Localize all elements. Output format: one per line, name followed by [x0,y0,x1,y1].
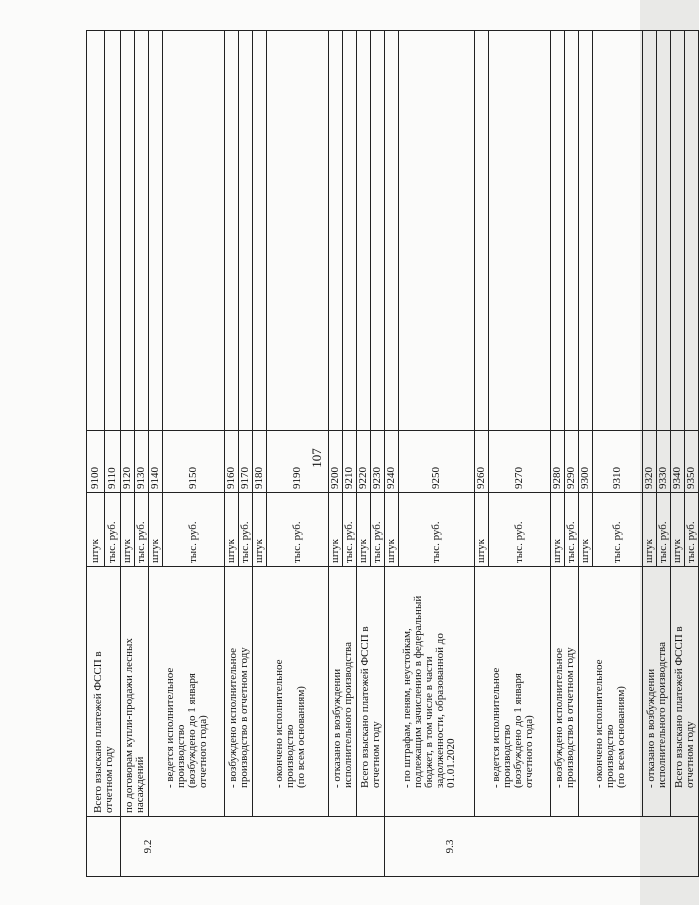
table-row [357,31,371,877]
indicator-name: по договорам купли-продажи лесных насаждений [121,567,149,817]
line-code: 9190 [267,431,329,493]
table-row [579,31,593,877]
unit-cell: тыс. руб. [135,493,149,567]
line-code: 9220 [357,431,371,493]
indicator-name: - окончено исполнительное производство (по всем основаниям) [579,567,643,817]
unit-cell: тыс. руб. [267,493,329,567]
value-cell [135,31,149,431]
value-cell [385,31,399,431]
line-code: 9340 [671,431,685,493]
line-code: 9130 [135,431,149,493]
line-code: 9310 [593,431,643,493]
table-row [385,31,399,877]
indicator-name: Всего взыскано платежей ФССП в отчетном году [357,567,385,817]
indicator-name: Всего взыскано платежей ФССП в отчетном году [671,567,699,817]
value-cell [121,31,135,431]
unit-cell: штук [225,493,239,567]
value-cell [489,31,551,431]
unit-cell: тыс. руб. [489,493,551,567]
data-table [86,30,699,877]
row-number [87,817,121,877]
line-code: 9250 [399,431,475,493]
indicator-name: - окончено исполнительное производство (по всем основаниям) [253,567,329,817]
unit-cell: штук [329,493,343,567]
indicator-name: Всего взыскано платежей ФССП в отчетном году [87,567,121,817]
value-cell [253,31,267,431]
rotated-table-container [86,31,697,877]
unit-cell: штук [579,493,593,567]
unit-cell: тыс. руб. [685,493,699,567]
line-code: 9180 [253,431,267,493]
value-cell [685,31,699,431]
unit-cell: штук [87,493,105,567]
table-row [87,31,105,877]
value-cell [329,31,343,431]
value-cell [551,31,565,431]
unit-cell: штук [475,493,489,567]
value-cell [225,31,239,431]
line-code: 9280 [551,431,565,493]
table-row [329,31,343,877]
line-code: 9270 [489,431,551,493]
indicator-name: - по штрафам, пеням, неустойкам, подлежащим зачислению в федеральный бюджет, в том числе в части задолженности, образованной до 01.01.2020 [385,567,475,817]
table-row [225,31,239,877]
value-cell [357,31,371,431]
value-cell [565,31,579,431]
value-cell [579,31,593,431]
value-cell [593,31,643,431]
line-code: 9100 [87,431,105,493]
line-code: 9330 [657,431,671,493]
value-cell [239,31,253,431]
line-code: 9110 [105,431,121,493]
line-code: 9300 [579,431,593,493]
value-cell [643,31,657,431]
indicator-name: - отказано в возбуждении исполнительного производства [643,567,671,817]
unit-cell: штук [357,493,371,567]
unit-cell: тыс. руб. [593,493,643,567]
indicator-name: - возбуждено исполнительное производство в отчетном году [225,567,253,817]
unit-cell: тыс. руб. [343,493,357,567]
indicator-name: - ведется исполнительное производство (возбуждено до 1 января отчетного года) [475,567,551,817]
line-code: 9170 [239,431,253,493]
line-code: 9120 [121,431,135,493]
value-cell [657,31,671,431]
unit-cell: штук [551,493,565,567]
value-cell [87,31,105,431]
row-number: 9.3 [385,817,699,877]
table-row [551,31,565,877]
table-row [121,31,135,877]
line-code: 9290 [565,431,579,493]
value-cell [343,31,357,431]
unit-cell: тыс. руб. [105,493,121,567]
line-code: 9160 [225,431,239,493]
unit-cell: тыс. руб. [399,493,475,567]
table-row [671,31,685,877]
unit-cell: тыс. руб. [163,493,225,567]
indicator-name: - ведется исполнительное производство (возбуждено до 1 января отчетного года) [149,567,225,817]
line-code: 9200 [329,431,343,493]
unit-cell: штук [385,493,399,567]
value-cell [475,31,489,431]
line-code: 9240 [385,431,399,493]
line-code: 9140 [149,431,163,493]
unit-cell: штук [149,493,163,567]
table-row [643,31,657,877]
unit-cell: штук [643,493,657,567]
value-cell [163,31,225,431]
unit-cell: штук [121,493,135,567]
value-cell [371,31,385,431]
indicator-name: - возбуждено исполнительное производство в отчетном году [551,567,579,817]
value-cell [671,31,685,431]
unit-cell: тыс. руб. [239,493,253,567]
unit-cell: штук [671,493,685,567]
unit-cell: штук [253,493,267,567]
table-row [475,31,489,877]
page-number: 107 [309,448,324,468]
row-number: 9.2 [121,817,385,877]
line-code: 9350 [685,431,699,493]
unit-cell: тыс. руб. [565,493,579,567]
value-cell [149,31,163,431]
table-row [149,31,163,877]
line-code: 9210 [343,431,357,493]
line-code: 9260 [475,431,489,493]
value-cell [399,31,475,431]
indicator-name: - отказано в возбуждении исполнительного производства [329,567,357,817]
unit-cell: тыс. руб. [371,493,385,567]
value-cell [267,31,329,431]
line-code: 9150 [163,431,225,493]
line-code: 9320 [643,431,657,493]
table-row [253,31,267,877]
unit-cell: тыс. руб. [657,493,671,567]
value-cell [105,31,121,431]
line-code: 9230 [371,431,385,493]
